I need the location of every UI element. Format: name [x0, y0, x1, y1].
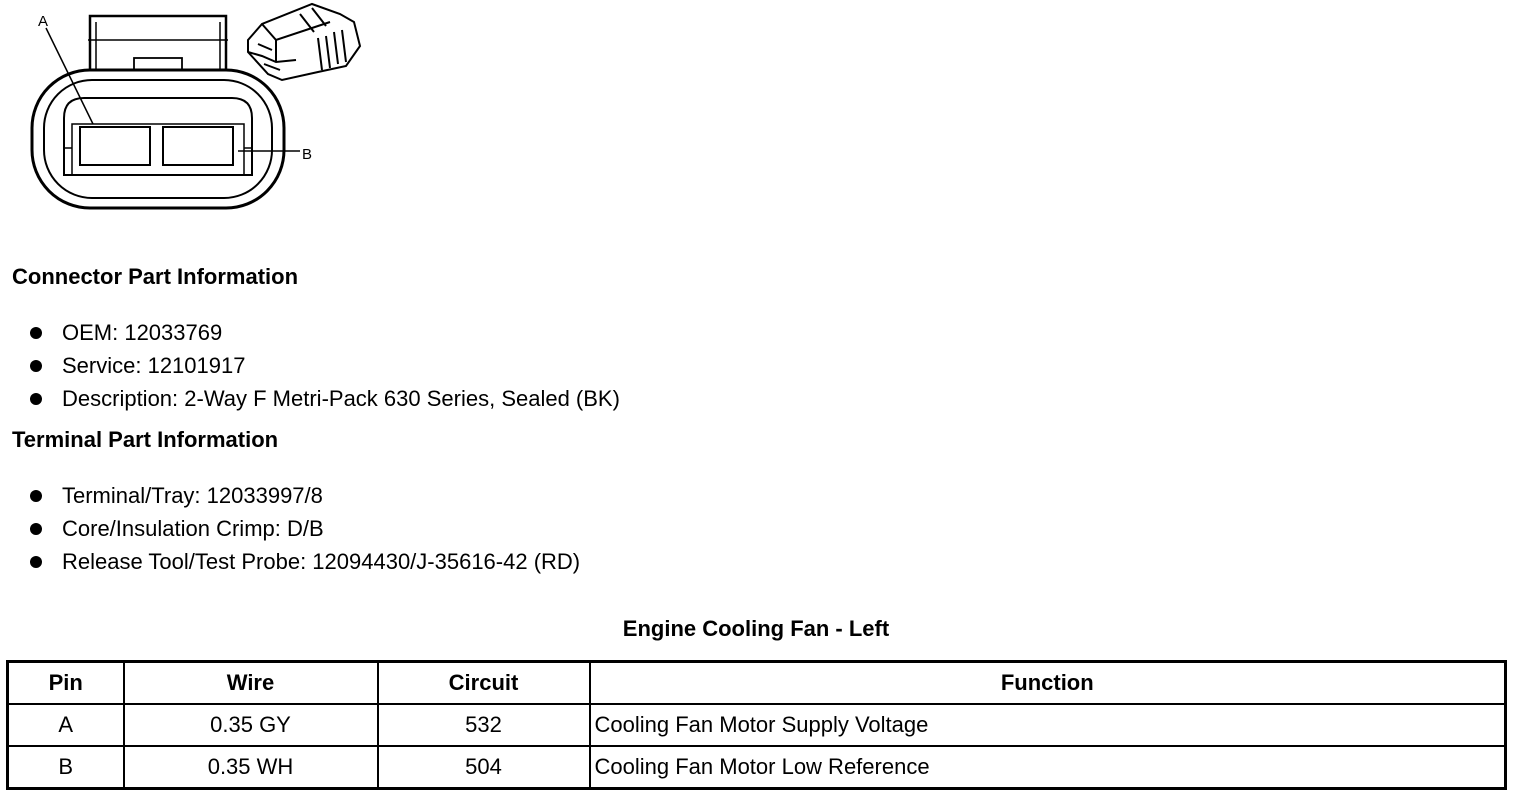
release-tool-text: Release Tool/Test Probe: 12094430/J-35616-42 (RD) — [62, 549, 581, 574]
bullet-icon — [30, 523, 42, 535]
table-row — [8, 746, 1506, 789]
pin-b-label: B — [302, 146, 313, 163]
bullet-icon — [30, 490, 42, 502]
list-item — [28, 316, 620, 349]
cell-pin: B — [8, 746, 124, 789]
table-row — [8, 704, 1506, 746]
header-wire: Wire — [124, 662, 378, 705]
header-pin: Pin — [8, 662, 124, 705]
list-item — [28, 382, 620, 415]
list-item — [28, 545, 580, 578]
pin-table — [6, 660, 1507, 790]
bullet-icon — [30, 360, 42, 372]
description-text: Description: 2-Way F Metri-Pack 630 Series, Sealed (BK) — [62, 386, 620, 411]
bullet-icon — [30, 556, 42, 568]
connector-face-diagram-icon — [0, 0, 380, 220]
service-part-text: Service: 12101917 — [62, 353, 246, 378]
header-function: Function — [590, 662, 1506, 705]
cell-circuit: 504 — [378, 746, 590, 789]
terminal-tray-text: Terminal/Tray: 12033997/8 — [62, 483, 323, 508]
cell-wire: 0.35 GY — [124, 704, 378, 746]
list-item — [28, 349, 620, 382]
list-item — [28, 512, 580, 545]
cell-function: Cooling Fan Motor Supply Voltage — [590, 704, 1506, 746]
pin-table-title: Engine Cooling Fan - Left — [622, 616, 890, 641]
list-item — [28, 479, 580, 512]
connector-part-info-heading: Connector Part Information — [12, 264, 299, 289]
cell-circuit: 532 — [378, 704, 590, 746]
terminal-part-info-list — [28, 479, 580, 578]
header-circuit: Circuit — [378, 662, 590, 705]
cell-function: Cooling Fan Motor Low Reference — [590, 746, 1506, 789]
pin-a-label: A — [38, 13, 49, 30]
bullet-icon — [30, 393, 42, 405]
connector-part-info-list — [28, 316, 620, 415]
cell-pin: A — [8, 704, 124, 746]
oem-part-text: OEM: 12033769 — [62, 320, 223, 345]
bullet-icon — [30, 327, 42, 339]
crimp-text: Core/Insulation Crimp: D/B — [62, 516, 324, 541]
connector-diagram — [0, 0, 380, 220]
cell-wire: 0.35 WH — [124, 746, 378, 789]
table-header-row — [8, 662, 1506, 705]
terminal-part-info-heading: Terminal Part Information — [12, 427, 279, 452]
